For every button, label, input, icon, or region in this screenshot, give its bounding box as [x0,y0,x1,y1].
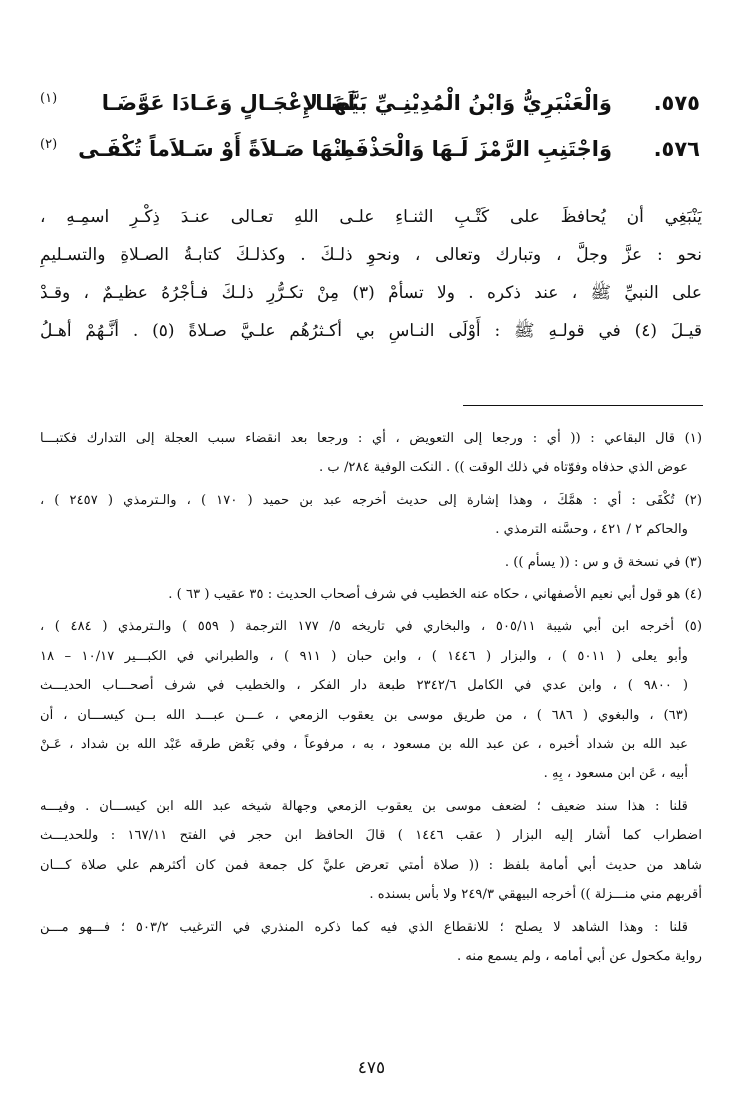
footnote-1 [40,424,702,483]
verses-block [40,80,700,172]
footnote-line: (٤) هو قول أبي نعيم الأصفهاني ، حكاه عنه الخطيب في شرف أصحاب الحديث : ٣٥ عقيب ( ٦٣ ) . [168,587,702,603]
verse-first-hemistich: وَالْعَنْبَرِيُّ وَابْنُ الْمُدِيْنِـيِّ بَيَّضَـا [315,91,612,115]
footnote-line: قلنا : هذا سند ضعيف ؛ لضعف موسى بن يعقوب الزمعي وجهالة شيخه عبد الله ابن كيســـان . وفيـــه [40,798,688,814]
footnote-line: عبد الله بن شداد أخبره ، عن عبد الله بن مسعود ، به ، مرفوعاً ، وفي بَعْض طرقه عَبْد الله بن شداد ، عَـنْ [40,737,688,753]
verse-576 [40,126,700,172]
footnote-line: (٦٣) ، والبغوي ( ٦٨٦ ) ، من طريق موسى بن يعقوب الزمعي ، عـــن عبـــد الله بــن كيســـان ، أن [40,707,688,723]
body-line: يَنْبَغِي أن يُحافظَ على كَتْـبِ الثنـاءِ علـى اللهِ تعـالى عنـدَ ذِكْـرِ اسمِـهِ ، [40,207,702,227]
verse-second-hemistich: لَهَا لإِعْجَـالٍ وَعَـادَا عَوَّضَـا [101,91,355,115]
footnote-line: وأبو يعلى ( ٥٠١١ ) ، والبزار ( ١٤٤٦ ) ، وابن حبان ( ٩١١ ) ، والطبراني في الكبـــير ١٠/١٧ – ١٨ [40,648,688,664]
verse-footnote-ref: (٢) [40,137,58,152]
footnote-line: أبيه ، عَن ابن مسعود ، بِهِ . [543,766,688,782]
footnote-line: عوض الذي حذفاه وفوّتاه في ذلك الوقت )) . النكت الوفية ٢٨٤/ ب . [318,460,688,476]
footnote-line: أقربهم مني منـــزلة )) أخرجه البيهقي ٢٤٩/٣ ولا بأس بسنده . [369,887,702,903]
verse-first-hemistich: وَاجْتَنِبِ الرَّمْزَ لَـهَا وَالْحَذْفَـا [340,137,612,161]
footnote-5 [40,612,702,788]
footnote-line: رواية مكحول عن أبي أمامه ، ولم يسمع منه . [456,948,702,964]
body-line: على النبيِّ ﷺ ، عند ذكره . ولا تسأمْ (٣) مِنْ تكـرُّرِ ذلـكَ فـأجْرُهُ عظيـمٌ ، وقـدْ [40,283,702,303]
verse-575 [40,80,700,126]
footnote-5-commentary [40,792,702,910]
footnote-line: (١) قال البقاعي : (( أي : ورجعا إلى التعويض ، أي : ورجعا بعد انقضاء سبب العجلة إلى التدارك فكتبـــا [40,431,702,446]
footnote-2 [40,486,702,545]
footnote-line: (٢) تُكْفَى : أي : همَّكَ ، وهذا إشارة إلى حديث أخرجه عبد بن حميد ( ١٧٠ ) ، والـترمذي ( ٢٤٥٧ ) ، [40,492,702,508]
footnote-line: ( ٩٨٠٠ ) ، وابن عدي في الكامل ٢٣٤٢/٦ طبعة دار الفكر ، والخطيب في شرف أصحـــاب الحديـــث [40,678,688,694]
verse-number: ٥٧٦. [653,137,700,161]
footnote-line: شاهد من حديث أبي أمامة بلفظ : (( صلاة أمتي تعرض عليَّ كل جمعة فمن كان أكثرهم علي صلاة كـــان [40,857,702,873]
footnote-5-witness [40,913,702,972]
footnote-line: اضطراب كما أشار إليه البزار ( عقب ١٤٤٦ ) قالَ الحافظ ابن حجر في الفتح ١٦٧/١١ : وللحديـــث [40,828,702,844]
footnote-line: قلنا : وهذا الشاهد لا يصلح ؛ للانقطاع الذي فيه كما ذكره المنذري في الترغيب ٥٠٣/٢ ؛ فـــهو مـــن [40,919,688,935]
body-line: نحو : عزَّ وجلَّ ، وتبارك وتعالى ، ونحوِ ذلـكَ . وكذلـكَ كتابـةُ الصـلاةِ والتسـليمِ [40,245,702,265]
main-text [40,198,702,350]
footnote-4 [40,580,702,609]
verse-number: ٥٧٥. [653,91,700,115]
body-line: قيـلَ (٤) في قولـهِ ﷺ : أَوْلَى النـاسِ بي أكـثرُهُم علـيَّ صـلاةً (٥) . أنَّـهُمْ أهـلُ [40,321,702,341]
footnotes-block [40,424,702,974]
footnote-3 [40,548,702,577]
verse-footnote-ref: (١) [40,91,58,106]
footnote-line: (٥) أخرجه ابن أبي شيبة ٥٠٥/١١ ، والبخاري في تاريخه ٥/ ١٧٧ الترجمة ( ٥٥٩ ) والـترمذي ( ٤٨٤ ) ، [40,619,702,635]
page-number: ٤٧٥ [357,1058,386,1078]
footnote-divider [463,405,703,406]
footnote-line: والحاكم ٢ / ٤٢١ ، وحسَّنه الترمذي . [495,522,688,538]
footnote-line: (٣) في نسخة ق و س : (( يسأم )) . [504,554,702,570]
verse-second-hemistich: مِنْهَا صَـلاَةً أَوْ سَـلاَماً تُكْفَـى [78,137,355,161]
